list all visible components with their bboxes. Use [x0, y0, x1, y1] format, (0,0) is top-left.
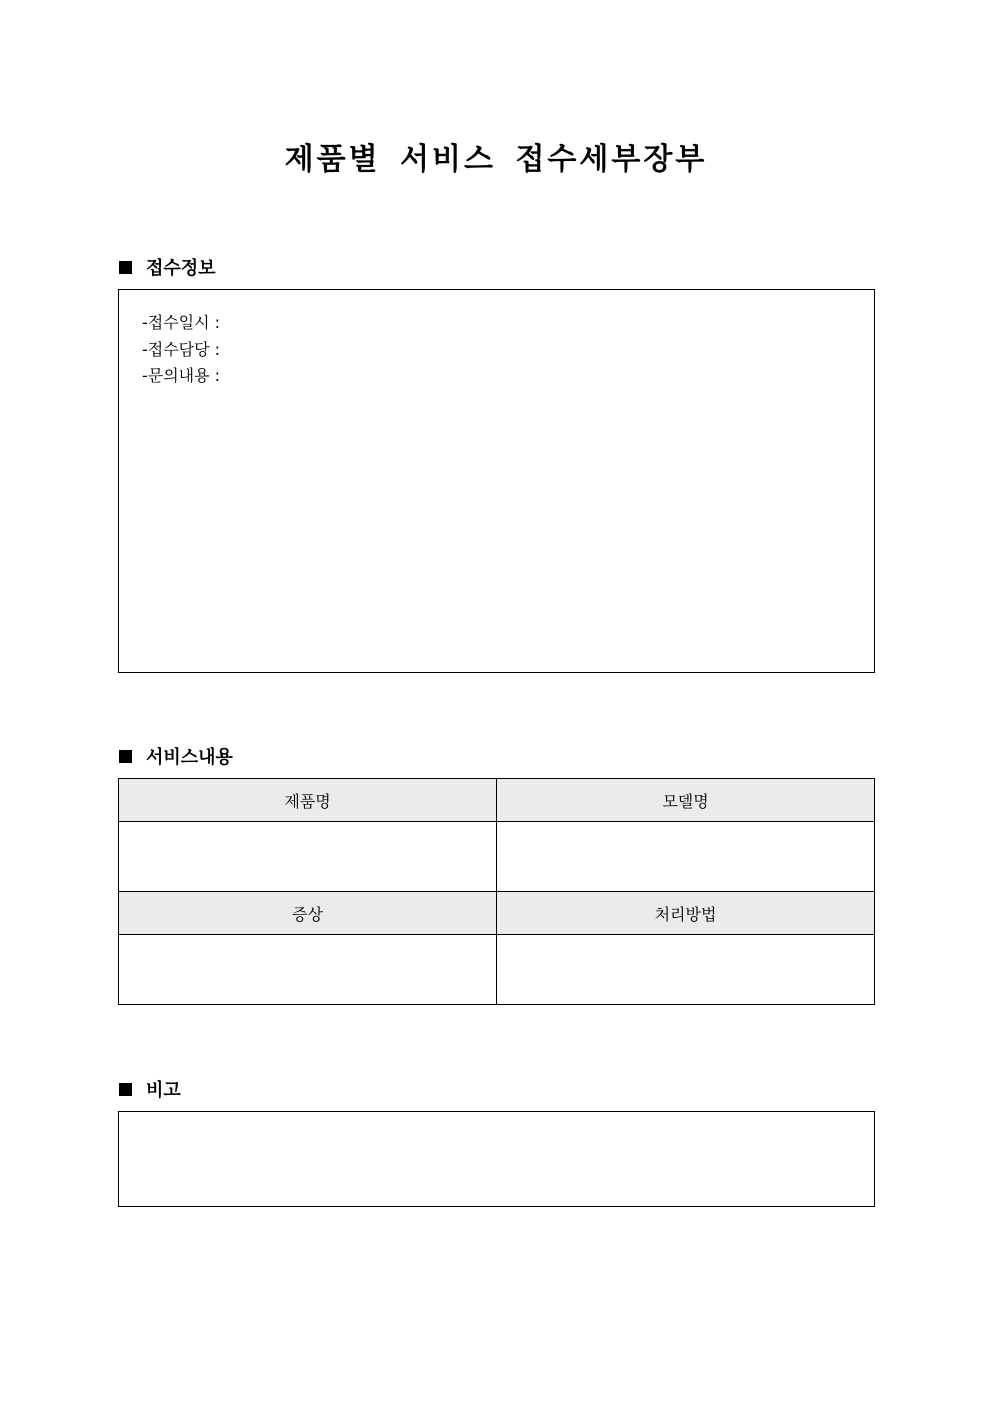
- remarks-box[interactable]: [118, 1111, 875, 1207]
- product-name-cell[interactable]: [119, 822, 497, 892]
- section-heading-remarks: [119, 1076, 181, 1102]
- table-row: [119, 779, 875, 822]
- treatment-method-cell[interactable]: [497, 935, 875, 1005]
- section-heading-service: [119, 743, 233, 769]
- reception-info-box[interactable]: [118, 289, 875, 673]
- service-table: [118, 778, 875, 1005]
- section-heading-label: 서비스내용: [146, 747, 233, 768]
- symptom-header: 증상: [119, 892, 497, 935]
- table-row: [119, 935, 875, 1005]
- reception-staff-label: -접수담당 :: [142, 339, 221, 359]
- inquiry-content-label: -문의내용 :: [142, 366, 221, 385]
- page-title: 제품별 서비스 접수세부장부: [284, 142, 708, 177]
- table-row: [119, 892, 875, 935]
- section-heading-label: 접수정보: [146, 258, 216, 279]
- model-name-cell[interactable]: [497, 822, 875, 892]
- square-bullet-icon: [119, 750, 132, 763]
- reception-fields: [142, 310, 220, 390]
- reception-date-label: -접수일시 :: [142, 313, 221, 332]
- treatment-method-header: 처리방법: [497, 892, 875, 935]
- product-name-header: 제품명: [119, 779, 497, 822]
- square-bullet-icon: [119, 261, 132, 274]
- table-row: [119, 822, 875, 892]
- section-heading-label: 비고: [146, 1080, 181, 1101]
- square-bullet-icon: [119, 1083, 132, 1096]
- model-name-header: 모델명: [497, 779, 875, 822]
- symptom-cell[interactable]: [119, 935, 497, 1005]
- section-heading-reception: [119, 254, 216, 280]
